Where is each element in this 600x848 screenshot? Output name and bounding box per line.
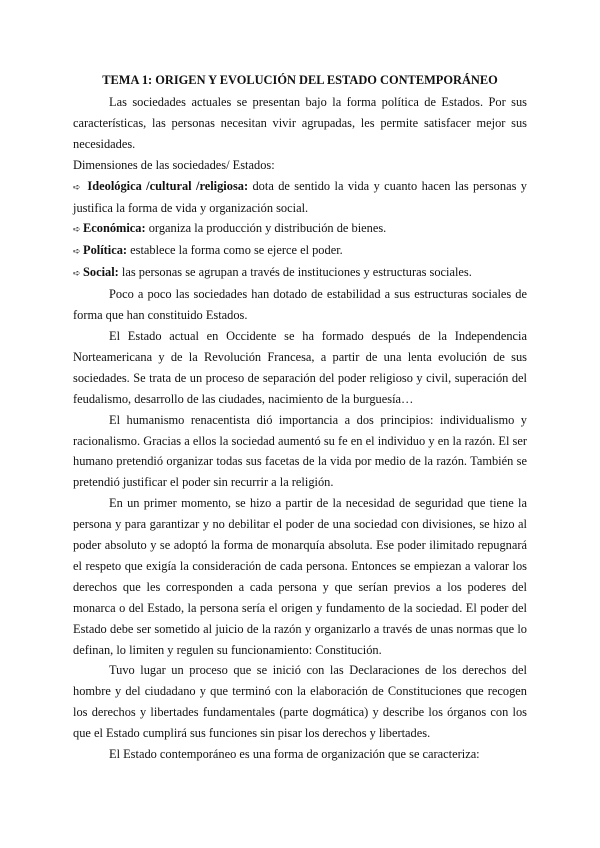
paragraph-absolute-power: En un primer momento, se hizo a partir de la necesidad de seguridad que tiene la persona y para garantizar y no debilitar el poder de una sociedad con divisiones, se hizo al poder absoluto y se adoptó la forma de monarquía absoluta. Ese poder ilimitado repugnará el respeto que exigía la consideración de cada persona. Entonces se empiezan a valorar los derechos que les corresponden a cada persona y que serían previos a los poderes del monarca o del Estado, la persona sería el origen y fundamento de la sociedad. El poder del Estado debe ser sometido al juicio de la razón y organizarlo a través de unas normas que lo definan, lo limiten y regulen su funcionamiento: Constitución. <box>73 496 527 657</box>
dimensions-heading: Dimensiones de las sociedades/ Estados: <box>73 157 275 172</box>
paragraph-stability: Poco a poco las sociedades han dotado de estabilidad a sus estructuras sociales de forma que han constituido Estados. <box>73 287 527 323</box>
dimension-desc: establece la forma como se ejerce el poder. <box>127 243 343 258</box>
dimension-item <box>73 262 527 284</box>
dimension-desc: dota de sentido la vida y cuanto hacen las personas y justifica la forma de vida y organización social. <box>73 178 527 215</box>
dimension-term: Económica: <box>83 221 146 236</box>
arrow-bullet-icon: ➪ <box>73 268 81 279</box>
dimension-item <box>73 240 527 262</box>
dimension-desc: las personas se agrupan a través de instituciones y estructuras sociales. <box>118 265 472 280</box>
paragraph-humanism: El humanismo renacentista dió importancia a dos principios: individualismo y racionalismo. Gracias a ellos la sociedad aumentó su fe en el individuo y en la razón. El ser humano pretendió organizar todas sus facetas de la vida por medio de la razón. También se pretendió justificar el poder sin recurrir a la religión. <box>73 412 527 490</box>
paragraph-western-state: El Estado actual en Occidente se ha formado después de la Independencia Norteamericana y de la Revolución Francesa, a partir de una lenta evolución de sus sociedades. Se trata de un proceso de separación del poder religioso y civil, superación del feudalismo, desarrollo de las ciudades, nacimiento de la burguesía… <box>73 328 527 406</box>
dimension-item <box>73 218 527 240</box>
dimension-term: Social: <box>83 265 119 280</box>
arrow-bullet-icon: ➪ <box>73 181 81 192</box>
document-title: TEMA 1: ORIGEN Y EVOLUCIÓN DEL ESTADO CONTEMPORÁNEO <box>102 73 498 87</box>
arrow-bullet-icon: ➪ <box>73 224 81 235</box>
dimension-desc: organiza la producción y distribución de bienes. <box>145 221 387 236</box>
paragraph-intro: Las sociedades actuales se presentan bajo la forma política de Estados. Por sus características, las personas necesitan vivir agrupadas, les permite satisfacer mejor sus necesidades. <box>73 95 527 151</box>
arrow-bullet-icon: ➪ <box>73 246 81 257</box>
dimension-term: Ideológica /cultural /religiosa: <box>87 178 249 193</box>
paragraph-declarations: Tuvo lugar un proceso que se inició con las Declaraciones de los derechos del hombre y del ciudadano y que terminó con la elaboración de Constituciones que recogen los derechos y libertades fundamentales (parte dogmática) y describe los órganos con los que el Estado cumplirá sus funciones sin pisar los derechos y libertades. <box>73 663 527 741</box>
paragraph-contemporary-state: El Estado contemporáneo es una forma de organización que se caracteriza: <box>109 747 480 762</box>
dimension-item <box>73 176 527 219</box>
dimension-term: Política: <box>83 243 128 258</box>
